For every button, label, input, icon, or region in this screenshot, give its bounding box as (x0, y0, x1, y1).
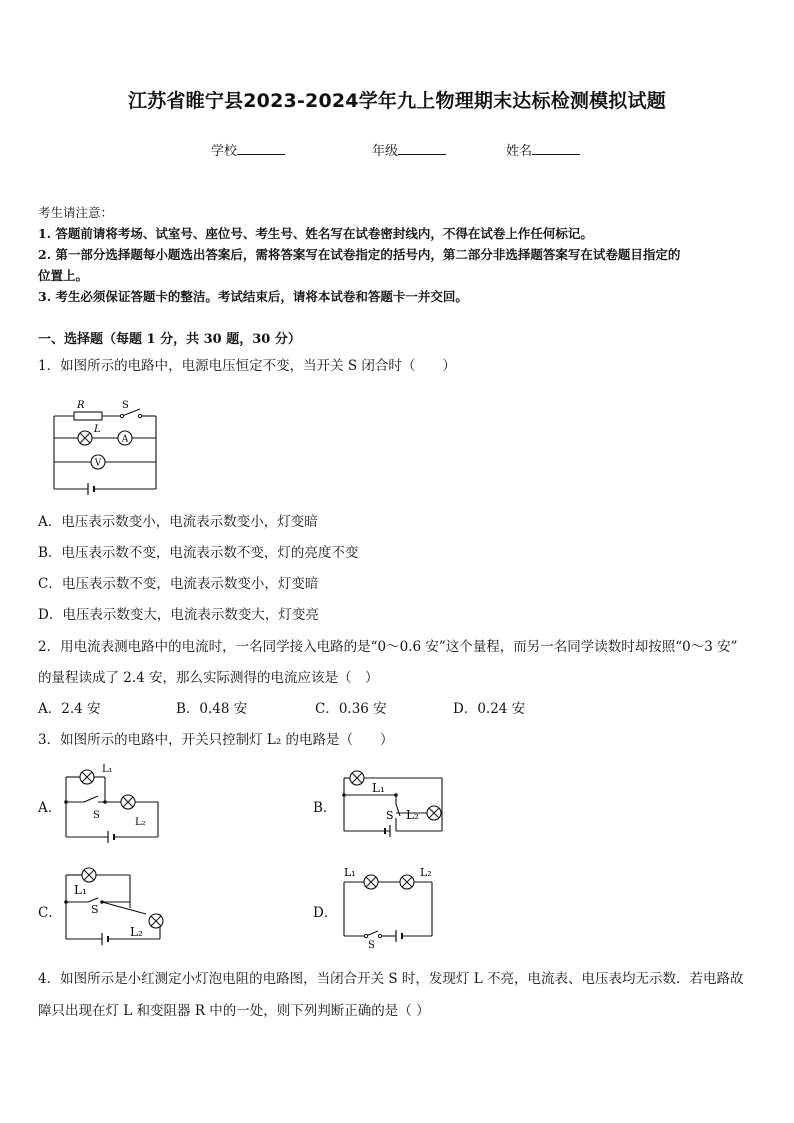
q2-option-a[interactable]: A．2.4 安 (38, 701, 101, 717)
note-item: 1. 答题前请将考场、试室号、座位号、考生号、姓名写在试卷密封线内，不得在试卷上作任何标记。 (38, 226, 593, 241)
grade-field[interactable] (372, 140, 446, 159)
notes-heading: 考生请注意： (38, 205, 114, 220)
q1-stem: 1．如图所示的电路中，电源电压恒定不变，当开关 S 闭合时（ ） (38, 358, 456, 374)
voltmeter-label: V (94, 458, 102, 469)
q2-option-d[interactable]: D．0.24 安 (453, 701, 526, 717)
lamp-l2-label: L₂ (135, 817, 146, 828)
q3-circuit-c[interactable] (62, 862, 172, 944)
lamp-l1-label: L₁ (344, 866, 356, 879)
lamp-l1-icon (80, 770, 94, 784)
note-item: 2. 第一部分选择题每小题选出答案后，需将答案写在试卷指定的括号内，第二部分非选择题答案写在试卷题目指定的 (38, 247, 681, 262)
q2-stem-line2: 的量程读成了 2.4 安，那么实际测得的电流应该是（ ） (38, 670, 379, 686)
school-blank[interactable] (237, 142, 285, 155)
lamp-l2-icon (427, 806, 441, 820)
lamp-l2-label: L₂ (420, 866, 432, 879)
school-field[interactable] (211, 140, 285, 159)
name-field[interactable] (506, 140, 580, 159)
q3-option-a-label[interactable]: A． (38, 800, 62, 816)
q1-option-c[interactable]: C．电压表示数不变，电流表示数变小，灯变暗 (38, 576, 319, 592)
q1-circuit-diagram (44, 396, 169, 496)
q1-option-d[interactable]: D．电压表示数变大，电流表示数变大，灯变亮 (38, 607, 319, 623)
ammeter-label: A (121, 434, 129, 445)
lamp-l2-icon (149, 914, 163, 928)
switch-label: S (386, 809, 394, 822)
switch-label: S (122, 400, 129, 411)
name-blank[interactable] (532, 142, 580, 155)
lamp-l-icon (78, 431, 92, 445)
q3-option-b-label[interactable]: B． (313, 800, 337, 816)
switch-label: S (91, 903, 99, 916)
q3-circuit-d[interactable] (340, 864, 440, 950)
lamp-l1-label: L₁ (102, 764, 113, 775)
q1-option-b[interactable]: B．电压表示数不变，电流表示数不变，灯的亮度不变 (38, 545, 359, 561)
school-label: 学校 (211, 144, 238, 159)
lamp-l1-icon (82, 868, 96, 882)
lamp-l2-icon (121, 795, 135, 809)
lamp-l1-icon (350, 771, 364, 785)
name-label: 姓名 (506, 144, 533, 159)
note-item: 位置上。 (38, 268, 89, 283)
lamp-l2-icon (400, 875, 414, 889)
exam-title: 江苏省睢宁县2023-2024学年九上物理期末达标检测模拟试题 (128, 90, 666, 112)
q2-stem-line1: 2．用电流表测电路中的电流时，一名同学接入电路的是“0～0.6 安”这个量程，而另一名同学读数时却按照“0～3 安” (38, 639, 738, 655)
q3-option-c-label[interactable]: C． (38, 905, 62, 921)
q3-circuit-a[interactable] (62, 762, 162, 844)
q3-option-d-label[interactable]: D． (313, 905, 338, 921)
grade-blank[interactable] (398, 142, 446, 155)
resistor-label: R (77, 400, 85, 411)
q1-option-a[interactable]: A．电压表示数变小，电流表示数变小，灯变暗 (38, 514, 318, 530)
lamp-l2-label: L₂ (406, 808, 419, 822)
lamp-label: L (94, 424, 101, 435)
q2-option-b[interactable]: B．0.48 安 (176, 701, 248, 717)
q3-circuit-b[interactable] (340, 764, 450, 836)
lamp-l1-label: L₁ (372, 781, 385, 795)
lamp-l1-label: L₁ (74, 883, 87, 897)
note-item: 3. 考生必须保证答题卡的整洁。考试结束后，请将本试卷和答题卡一并交回。 (38, 289, 468, 304)
resistor-r (74, 412, 102, 420)
section-heading: 一、选择题（每题 1 分，共 30 题，30 分） (38, 332, 301, 347)
lamp-l2-label: L₂ (130, 925, 143, 939)
switch-label: S (93, 810, 100, 821)
q4-stem-line2: 障只出现在灯 L 和变阻器 R 中的一处，则下列判断正确的是（ ） (38, 1003, 430, 1019)
q3-stem: 3．如图所示的电路中，开关只控制灯 L₂ 的电路是（ ） (38, 732, 394, 748)
switch-label: S (368, 940, 375, 951)
q4-stem-line1: 4．如图所示是小红测定小灯泡电阻的电路图，当闭合开关 S 时，发现灯 L 不亮，电流表、电压表均无示数．若电路故 (38, 971, 744, 987)
grade-label: 年级 (372, 144, 399, 159)
q2-option-c[interactable]: C．0.36 安 (315, 701, 387, 717)
lamp-l1-icon (364, 875, 378, 889)
